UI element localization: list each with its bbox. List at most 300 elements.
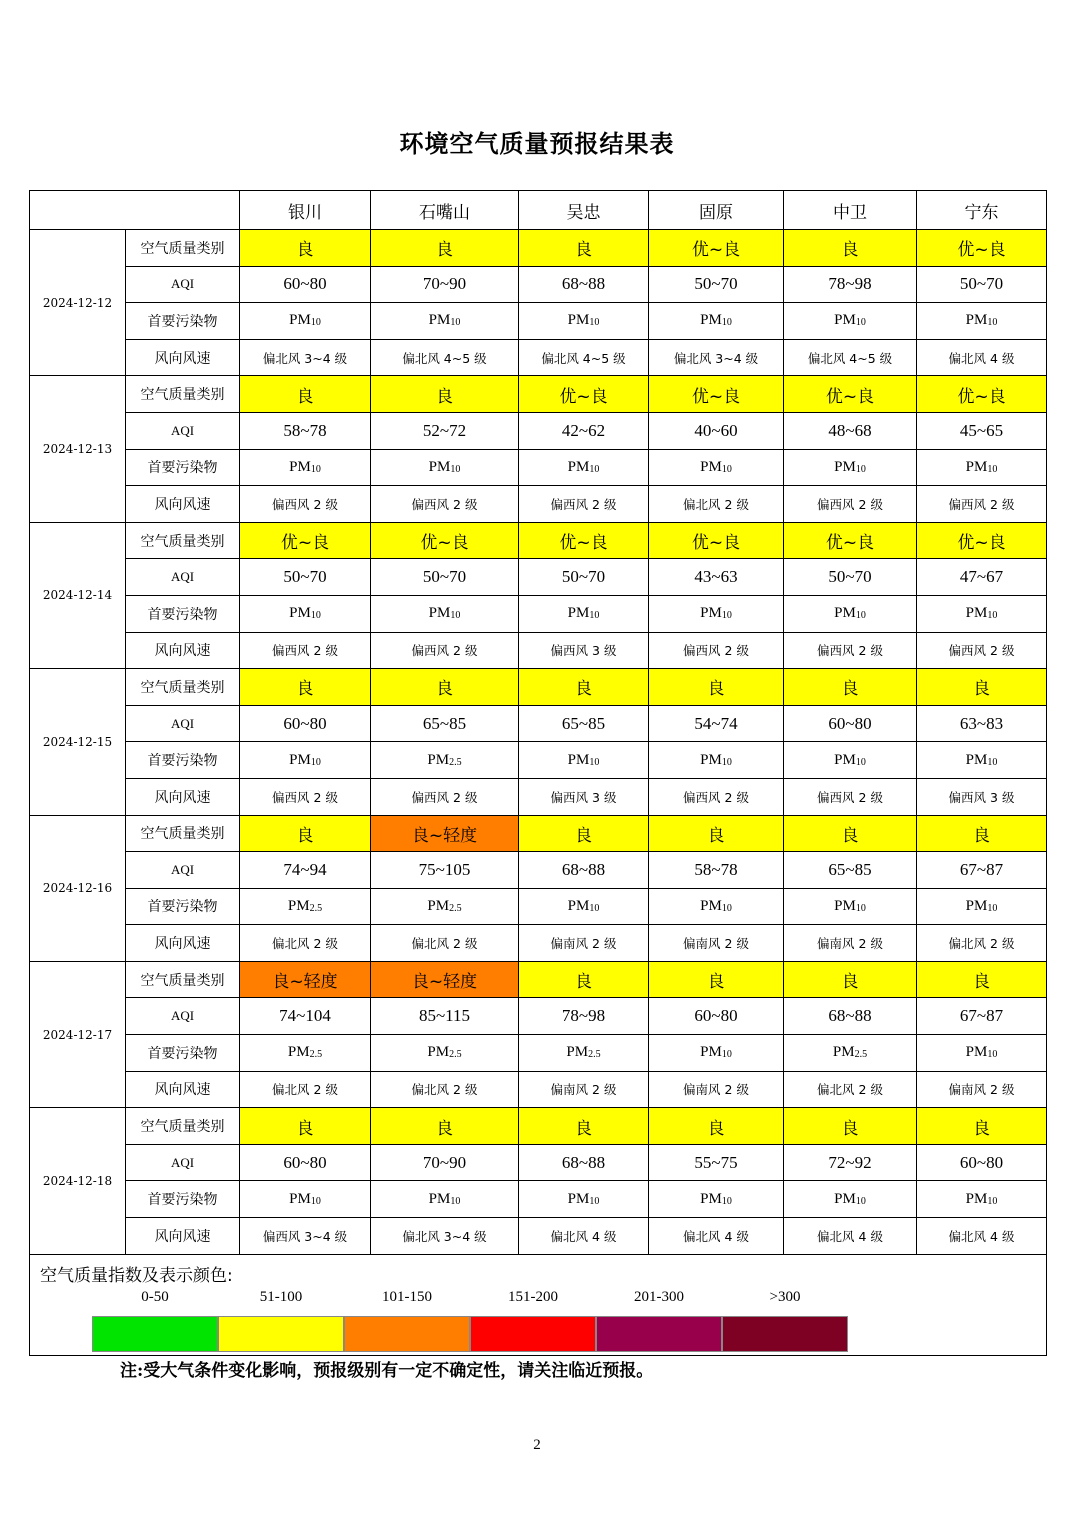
aqi-range: 65~85	[371, 705, 519, 742]
row-label-pollutant: 首要污染物	[126, 1181, 240, 1218]
aqi-range: 47~67	[917, 559, 1047, 596]
primary-pollutant	[784, 742, 917, 779]
wind-info: 偏西风 3~4 级	[240, 1218, 371, 1255]
legend-range-label: >300	[769, 1289, 801, 1305]
air-quality-category: 良~轻度	[371, 815, 519, 852]
air-quality-category: 良~轻度	[371, 961, 519, 998]
pollutant-name: PM	[566, 1044, 589, 1061]
table-row	[30, 1181, 1047, 1218]
air-quality-category: 优~良	[784, 522, 917, 559]
aqi-range: 63~83	[917, 705, 1047, 742]
pollutant-name: PM	[965, 897, 988, 914]
date-cell: 2024-12-16	[30, 815, 126, 961]
pollutant-size: 10	[589, 902, 600, 914]
primary-pollutant	[519, 303, 649, 340]
wind-info: 偏北风 4~5 级	[371, 339, 519, 376]
pollutant-name: PM	[965, 458, 988, 475]
row-label-pollutant: 首要污染物	[126, 595, 240, 632]
air-quality-category: 优~良	[371, 522, 519, 559]
aqi-range: 68~88	[519, 852, 649, 889]
air-quality-category: 良	[649, 1108, 784, 1145]
pollutant-size: 10	[721, 463, 732, 475]
pollutant-name: PM	[567, 1190, 590, 1207]
wind-info: 偏西风 2 级	[240, 632, 371, 669]
pollutant-size: 10	[721, 756, 732, 768]
wind-info: 偏北风 4 级	[649, 1218, 784, 1255]
pollutant-name: PM	[965, 1044, 988, 1061]
wind-info: 偏南风 2 级	[917, 1071, 1047, 1108]
primary-pollutant	[917, 1035, 1047, 1072]
aqi-range: 50~70	[371, 559, 519, 596]
pollutant-name: PM	[700, 458, 722, 475]
pollutant-name: PM	[428, 458, 451, 475]
air-quality-category: 良	[519, 669, 649, 706]
air-quality-category: 良	[240, 1108, 371, 1145]
table-row	[30, 852, 1047, 889]
pollutant-name: PM	[567, 312, 590, 329]
table-row	[30, 1108, 1047, 1145]
air-quality-category: 良	[371, 230, 519, 267]
table-row	[30, 376, 1047, 413]
legend-color-swatch	[722, 1316, 848, 1352]
table-row	[30, 998, 1047, 1035]
date-cell: 2024-12-18	[30, 1108, 126, 1254]
aqi-range: 70~90	[371, 1144, 519, 1181]
wind-info: 偏北风 2 级	[371, 925, 519, 962]
table-row	[30, 595, 1047, 632]
wind-info: 偏西风 2 级	[371, 486, 519, 523]
pollutant-name: PM	[289, 751, 311, 768]
table-row	[30, 449, 1047, 486]
primary-pollutant	[649, 595, 784, 632]
header-corner-cell	[30, 191, 240, 230]
legend-color-swatch	[92, 1316, 218, 1352]
wind-info: 偏西风 2 级	[784, 778, 917, 815]
air-quality-category: 优~良	[917, 522, 1047, 559]
primary-pollutant	[240, 1181, 371, 1218]
row-label-wind: 风向风速	[126, 1218, 240, 1255]
pollutant-size: 10	[589, 610, 600, 622]
row-label-category: 空气质量类别	[126, 1108, 240, 1145]
air-quality-category: 优~良	[240, 522, 371, 559]
table-row	[30, 705, 1047, 742]
date-cell: 2024-12-15	[30, 669, 126, 815]
pollutant-name: PM	[428, 1190, 451, 1207]
legend-color-swatch	[470, 1316, 596, 1352]
row-label-aqi: AQI	[126, 559, 240, 596]
pollutant-size: 10	[987, 756, 998, 768]
row-label-category: 空气质量类别	[126, 522, 240, 559]
aqi-range: 68~88	[519, 1144, 649, 1181]
pollutant-name: PM	[832, 1044, 855, 1061]
pollutant-size: 10	[721, 1195, 732, 1207]
aqi-range: 50~70	[519, 559, 649, 596]
pollutant-name: PM	[289, 458, 311, 475]
aqi-range: 43~63	[649, 559, 784, 596]
wind-info: 偏北风 3~4 级	[371, 1218, 519, 1255]
table-row	[30, 559, 1047, 596]
row-label-wind: 风向风速	[126, 632, 240, 669]
pollutant-name: PM	[427, 751, 450, 768]
pollutant-size: 10	[589, 756, 600, 768]
pollutant-size: 10	[855, 756, 866, 768]
pollutant-name: PM	[834, 1190, 856, 1207]
aqi-range: 70~90	[371, 266, 519, 303]
primary-pollutant	[371, 1035, 519, 1072]
row-label-wind: 风向风速	[126, 925, 240, 962]
primary-pollutant	[519, 888, 649, 925]
wind-info: 偏西风 3 级	[519, 778, 649, 815]
pollutant-size: 2.5	[449, 902, 462, 914]
aqi-range: 52~72	[371, 412, 519, 449]
pollutant-name: PM	[700, 751, 722, 768]
pollutant-size: 10	[310, 463, 321, 475]
air-quality-category: 良	[519, 815, 649, 852]
aqi-range: 78~98	[519, 998, 649, 1035]
row-label-pollutant: 首要污染物	[126, 742, 240, 779]
pollutant-size: 10	[721, 610, 732, 622]
primary-pollutant	[519, 742, 649, 779]
primary-pollutant	[917, 888, 1047, 925]
primary-pollutant	[240, 742, 371, 779]
city-header: 中卫	[784, 191, 917, 230]
legend-range-label: 101-150	[382, 1289, 432, 1305]
pollutant-size: 10	[855, 902, 866, 914]
pollutant-size: 10	[855, 463, 866, 475]
wind-info: 偏西风 2 级	[917, 632, 1047, 669]
primary-pollutant	[371, 595, 519, 632]
city-header: 宁东	[917, 191, 1047, 230]
date-cell: 2024-12-17	[30, 961, 126, 1107]
table-row	[30, 412, 1047, 449]
aqi-range: 65~85	[784, 852, 917, 889]
air-quality-category: 良	[240, 230, 371, 267]
primary-pollutant	[519, 449, 649, 486]
wind-info: 偏北风 3~4 级	[649, 339, 784, 376]
primary-pollutant	[649, 303, 784, 340]
aqi-range: 74~94	[240, 852, 371, 889]
pollutant-name: PM	[700, 1190, 722, 1207]
primary-pollutant	[649, 1181, 784, 1218]
primary-pollutant	[917, 303, 1047, 340]
city-header: 吴忠	[519, 191, 649, 230]
pollutant-size: 10	[589, 1195, 600, 1207]
pollutant-name: PM	[287, 1044, 310, 1061]
row-label-category: 空气质量类别	[126, 669, 240, 706]
pollutant-name: PM	[834, 458, 856, 475]
row-label-pollutant: 首要污染物	[126, 449, 240, 486]
pollutant-size: 10	[721, 1049, 732, 1061]
legend-title: 空气质量指数及表示颜色:	[40, 1266, 233, 1286]
air-quality-category: 优~良	[649, 230, 784, 267]
row-label-aqi: AQI	[126, 266, 240, 303]
aqi-range: 72~92	[784, 1144, 917, 1181]
header-row	[30, 191, 1047, 230]
air-quality-category: 良	[240, 669, 371, 706]
air-quality-category: 良	[917, 961, 1047, 998]
date-cell: 2024-12-14	[30, 522, 126, 668]
table-row	[30, 266, 1047, 303]
pollutant-size: 2.5	[309, 902, 323, 914]
date-cell: 2024-12-12	[30, 230, 126, 376]
pollutant-size: 10	[450, 1195, 461, 1207]
primary-pollutant	[240, 595, 371, 632]
aqi-range: 40~60	[649, 412, 784, 449]
row-label-wind: 风向风速	[126, 486, 240, 523]
air-quality-category: 良	[649, 669, 784, 706]
city-header: 石嘴山	[371, 191, 519, 230]
legend-range-label: 201-300	[634, 1289, 684, 1305]
aqi-range: 42~62	[519, 412, 649, 449]
primary-pollutant	[649, 888, 784, 925]
wind-info: 偏西风 2 级	[784, 486, 917, 523]
air-quality-category: 优~良	[649, 376, 784, 413]
air-quality-category: 良	[371, 669, 519, 706]
pollutant-name: PM	[834, 897, 856, 914]
table-row	[30, 888, 1047, 925]
legend-color-swatch	[596, 1316, 722, 1352]
primary-pollutant	[784, 1035, 917, 1072]
wind-info: 偏北风 4~5 级	[519, 339, 649, 376]
air-quality-category: 良	[649, 815, 784, 852]
wind-info: 偏西风 3 级	[917, 778, 1047, 815]
aqi-range: 67~87	[917, 852, 1047, 889]
primary-pollutant	[519, 1181, 649, 1218]
wind-info: 偏北风 4 级	[784, 1218, 917, 1255]
pollutant-name: PM	[834, 605, 856, 622]
pollutant-size: 2.5	[588, 1049, 601, 1061]
pollutant-size: 10	[310, 610, 321, 622]
aqi-range: 50~70	[649, 266, 784, 303]
row-label-aqi: AQI	[126, 412, 240, 449]
pollutant-name: PM	[428, 605, 451, 622]
primary-pollutant	[784, 1181, 917, 1218]
aqi-range: 48~68	[784, 412, 917, 449]
pollutant-size: 10	[310, 1195, 321, 1207]
primary-pollutant	[519, 1035, 649, 1072]
row-label-wind: 风向风速	[126, 778, 240, 815]
legend-range-label: 151-200	[508, 1289, 558, 1305]
table-row	[30, 742, 1047, 779]
wind-info: 偏西风 2 级	[240, 486, 371, 523]
row-label-category: 空气质量类别	[126, 961, 240, 998]
aqi-range: 58~78	[240, 412, 371, 449]
wind-info: 偏南风 2 级	[519, 1071, 649, 1108]
city-header: 固原	[649, 191, 784, 230]
primary-pollutant	[917, 742, 1047, 779]
wind-info: 偏西风 2 级	[649, 632, 784, 669]
aqi-range: 60~80	[240, 705, 371, 742]
air-quality-category: 良	[917, 669, 1047, 706]
row-label-pollutant: 首要污染物	[126, 1035, 240, 1072]
pollutant-size: 10	[987, 610, 998, 622]
primary-pollutant	[371, 1181, 519, 1218]
pollutant-name: PM	[289, 1190, 311, 1207]
pollutant-size: 2.5	[449, 756, 462, 768]
legend-range-label: 0-50	[141, 1289, 169, 1305]
air-quality-category: 优~良	[784, 376, 917, 413]
air-quality-category: 优~良	[519, 376, 649, 413]
pollutant-name: PM	[289, 605, 311, 622]
pollutant-name: PM	[965, 1190, 988, 1207]
primary-pollutant	[240, 1035, 371, 1072]
aqi-range: 60~80	[649, 998, 784, 1035]
air-quality-category: 良	[649, 961, 784, 998]
aqi-range: 55~75	[649, 1144, 784, 1181]
pollutant-name: PM	[965, 312, 988, 329]
primary-pollutant	[240, 449, 371, 486]
primary-pollutant	[649, 449, 784, 486]
wind-info: 偏西风 2 级	[649, 778, 784, 815]
pollutant-name: PM	[567, 751, 590, 768]
primary-pollutant	[784, 303, 917, 340]
pollutant-name: PM	[700, 312, 722, 329]
pollutant-size: 10	[987, 1049, 998, 1061]
pollutant-name: PM	[700, 1044, 722, 1061]
city-header: 银川	[240, 191, 371, 230]
pollutant-name: PM	[700, 897, 722, 914]
aqi-range: 45~65	[917, 412, 1047, 449]
primary-pollutant	[784, 449, 917, 486]
wind-info: 偏南风 2 级	[649, 925, 784, 962]
wind-info: 偏北风 4 级	[519, 1218, 649, 1255]
pollutant-name: PM	[567, 605, 590, 622]
primary-pollutant	[917, 449, 1047, 486]
forecast-table	[29, 190, 1047, 1255]
wind-info: 偏西风 2 级	[371, 632, 519, 669]
primary-pollutant	[917, 1181, 1047, 1218]
aqi-range: 60~80	[240, 1144, 371, 1181]
pollutant-size: 10	[450, 317, 461, 329]
pollutant-name: PM	[567, 458, 590, 475]
aqi-range: 50~70	[240, 559, 371, 596]
pollutant-size: 10	[450, 463, 461, 475]
aqi-color-legend	[29, 1255, 1047, 1356]
pollutant-name: PM	[427, 1044, 450, 1061]
wind-info: 偏北风 2 级	[240, 1071, 371, 1108]
pollutant-size: 10	[855, 610, 866, 622]
wind-info: 偏南风 2 级	[784, 925, 917, 962]
pollutant-size: 10	[987, 317, 998, 329]
table-row	[30, 486, 1047, 523]
pollutant-size: 10	[721, 902, 732, 914]
pollutant-size: 10	[987, 463, 998, 475]
wind-info: 偏北风 2 级	[784, 1071, 917, 1108]
aqi-range: 58~78	[649, 852, 784, 889]
pollutant-size: 10	[855, 317, 866, 329]
aqi-range: 67~87	[917, 998, 1047, 1035]
legend-color-swatch	[344, 1316, 470, 1352]
table-row	[30, 632, 1047, 669]
primary-pollutant	[371, 303, 519, 340]
pollutant-size: 10	[310, 317, 321, 329]
date-cell: 2024-12-13	[30, 376, 126, 522]
air-quality-category: 良	[371, 376, 519, 413]
primary-pollutant	[371, 888, 519, 925]
table-row	[30, 1218, 1047, 1255]
row-label-category: 空气质量类别	[126, 815, 240, 852]
pollutant-size: 10	[721, 317, 732, 329]
wind-info: 偏北风 4 级	[917, 1218, 1047, 1255]
pollutant-name: PM	[289, 312, 311, 329]
aqi-range: 68~88	[519, 266, 649, 303]
pollutant-size: 10	[987, 1195, 998, 1207]
air-quality-category: 优~良	[917, 376, 1047, 413]
wind-info: 偏西风 3 级	[519, 632, 649, 669]
primary-pollutant	[371, 449, 519, 486]
pollutant-size: 2.5	[854, 1049, 868, 1061]
table-row	[30, 522, 1047, 559]
table-row	[30, 961, 1047, 998]
air-quality-category: 良	[371, 1108, 519, 1145]
table-row	[30, 925, 1047, 962]
pollutant-size: 2.5	[309, 1049, 323, 1061]
row-label-aqi: AQI	[126, 1144, 240, 1181]
air-quality-category: 良	[917, 815, 1047, 852]
page-number: 2	[533, 1437, 541, 1453]
legend-range-label: 51-100	[259, 1289, 303, 1305]
aqi-range: 78~98	[784, 266, 917, 303]
wind-info: 偏南风 2 级	[649, 1071, 784, 1108]
table-row	[30, 339, 1047, 376]
pollutant-size: 10	[310, 756, 321, 768]
row-label-category: 空气质量类别	[126, 376, 240, 413]
air-quality-category: 优~良	[649, 522, 784, 559]
wind-info: 偏北风 3~4 级	[240, 339, 371, 376]
wind-info: 偏西风 2 级	[917, 486, 1047, 523]
pollutant-name: PM	[965, 605, 988, 622]
air-quality-category: 良	[519, 1108, 649, 1145]
aqi-range: 60~80	[917, 1144, 1047, 1181]
aqi-range: 50~70	[784, 559, 917, 596]
pollutant-name: PM	[427, 897, 450, 914]
air-quality-category: 良	[519, 230, 649, 267]
aqi-range: 60~80	[240, 266, 371, 303]
table-row	[30, 815, 1047, 852]
wind-info: 偏南风 2 级	[519, 925, 649, 962]
aqi-range: 85~115	[371, 998, 519, 1035]
air-quality-category: 良	[917, 1108, 1047, 1145]
table-row	[30, 778, 1047, 815]
aqi-range: 75~105	[371, 852, 519, 889]
air-quality-category: 良	[519, 961, 649, 998]
primary-pollutant	[917, 595, 1047, 632]
legend-color-swatch	[218, 1316, 344, 1352]
primary-pollutant	[240, 888, 371, 925]
primary-pollutant	[649, 742, 784, 779]
table-row	[30, 669, 1047, 706]
wind-info: 偏西风 2 级	[240, 778, 371, 815]
row-label-wind: 风向风速	[126, 339, 240, 376]
aqi-range: 60~80	[784, 705, 917, 742]
pollutant-name: PM	[700, 605, 722, 622]
primary-pollutant	[649, 1035, 784, 1072]
row-label-pollutant: 首要污染物	[126, 303, 240, 340]
pollutant-name: PM	[965, 751, 988, 768]
air-quality-category: 良	[784, 961, 917, 998]
pollutant-size: 10	[450, 610, 461, 622]
air-quality-category: 优~良	[917, 230, 1047, 267]
pollutant-name: PM	[567, 897, 590, 914]
wind-info: 偏西风 2 级	[371, 778, 519, 815]
pollutant-name: PM	[834, 751, 856, 768]
table-row	[30, 1035, 1047, 1072]
pollutant-name: PM	[287, 897, 310, 914]
row-label-pollutant: 首要污染物	[126, 888, 240, 925]
pollutant-size: 10	[855, 1195, 866, 1207]
primary-pollutant	[240, 303, 371, 340]
pollutant-size: 2.5	[449, 1049, 462, 1061]
